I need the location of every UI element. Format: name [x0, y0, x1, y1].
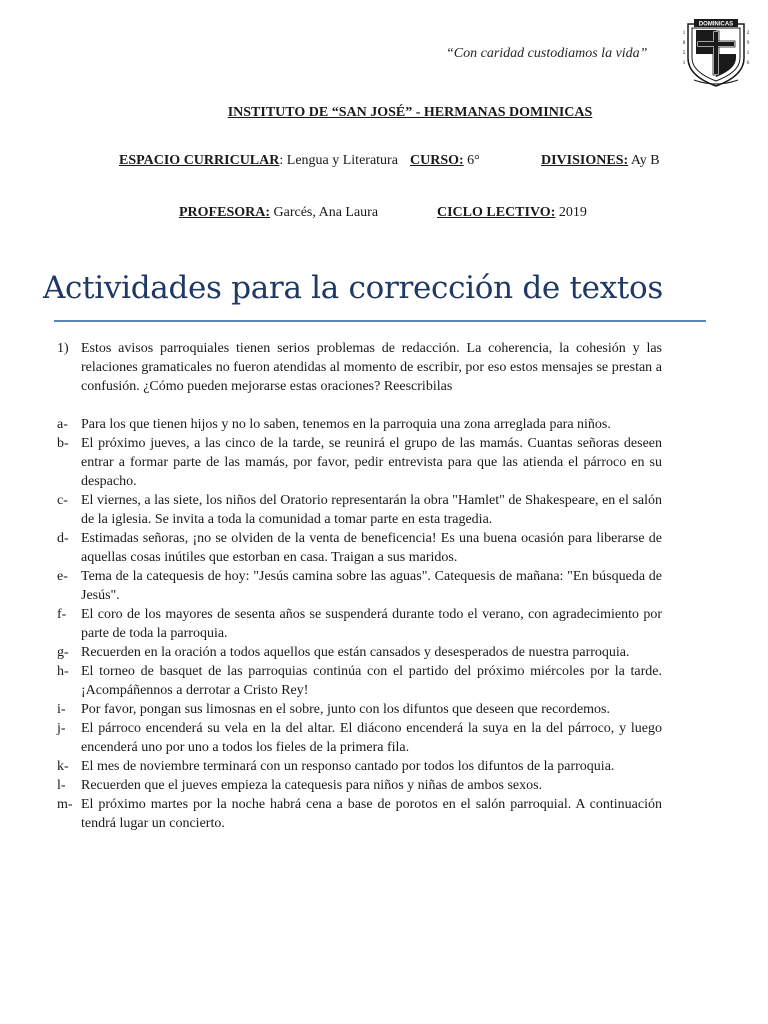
item-mark: k- — [57, 759, 69, 774]
svg-text:9: 9 — [746, 40, 750, 46]
item-mark: f- — [57, 607, 67, 622]
svg-text:1: 1 — [682, 30, 686, 36]
item-mark: d- — [57, 531, 69, 546]
question-1 — [57, 339, 662, 396]
institution-heading: INSTITUTO DE “SAN JOSÉ” - HERMANAS DOMINICAS — [227, 105, 593, 120]
item-mark: e- — [57, 569, 68, 584]
item-text: Recuerden en la oración a todos aquellos que están cansados y desesperados de nuestra parroquia. — [81, 645, 630, 660]
item-text: El torneo de basquet de las parroquias continúa con el partido del próximo miércoles por la tarde. ¡Acompáñennos a derrotar a Cristo Rey! — [81, 664, 662, 698]
list-item — [57, 700, 662, 719]
item-text: Estimadas señoras, ¡no se olviden de la venta de beneficencia! Es una buena ocasión para liberarse de aquellas cosas inútiles que estorban en casa. Traigan a sus maridos. — [81, 531, 662, 565]
espacio-value: : Lengua y Literatura — [279, 153, 398, 168]
item-text: El próximo martes por la noche habrá cena a base de porotos en el salón parroquial. A continuación tendrá lugar un concierto. — [81, 797, 662, 831]
item-mark: c- — [57, 493, 68, 508]
item-text: Tema de la catequesis de hoy: "Jesús camina sobre las aguas". Catequesis de mañana: "En búsqueda de Jesús". — [81, 569, 662, 603]
curso-label: CURSO: — [410, 153, 464, 168]
ciclo-label: CICLO LECTIVO: — [437, 205, 556, 220]
divisiones — [541, 153, 660, 169]
item-text: El próximo jueves, a las cinco de la tarde, se reunirá el grupo de las mamás. Cuantas señoras deseen entrar a formar parte de las mamás, por favor, pedir entrevista para que las atienda el párroco en su despacho. — [81, 436, 662, 489]
item-text: El mes de noviembre terminará con un responso cantado por todos los difuntos de la parroquia. — [81, 759, 615, 774]
espacio-curricular — [119, 153, 398, 169]
curso-value: 6° — [463, 153, 480, 168]
item-mark: j- — [57, 721, 66, 736]
profesora-label: PROFESORA: — [179, 205, 270, 220]
list-item — [57, 491, 662, 529]
profesora — [179, 205, 378, 221]
divisiones-label: DIVISIONES: — [541, 153, 629, 168]
question-text: Estos avisos parroquiales tienen serios problemas de redacción. La coherencia, la cohesión y las relaciones gramaticales no fueron atendidas al momento de escribir, por eso estos mensajes se prestan a confusión. ¿Cómo pueden mejorarse estas oraciones? Reescribilas — [81, 341, 662, 394]
item-text: El párroco encenderá su vela en la del altar. El diácono encenderá la suya en la del párroco, y luego encenderá uno por uno a todos los fieles de la primera fila. — [81, 721, 662, 755]
activities-body — [57, 339, 662, 833]
list-item — [57, 415, 662, 434]
item-mark: b- — [57, 436, 69, 451]
item-mark: g- — [57, 645, 69, 660]
ciclo-lectivo — [437, 205, 587, 221]
curso — [410, 153, 480, 169]
list-item — [57, 795, 662, 833]
svg-text:5: 5 — [682, 50, 686, 56]
ciclo-value: 2019 — [555, 205, 587, 220]
item-mark: a- — [57, 417, 68, 432]
item-mark: h- — [57, 664, 69, 679]
list-item — [57, 719, 662, 757]
page-title: Actividades para la corrección de textos — [42, 270, 664, 306]
svg-text:8: 8 — [682, 40, 686, 46]
list-item — [57, 434, 662, 491]
school-crest-logo — [680, 14, 752, 88]
list-item — [57, 662, 662, 700]
item-mark: m- — [57, 797, 73, 812]
item-text: Recuerden que el jueves empieza la catequesis para niños y niñas de ambos sexos. — [81, 778, 543, 793]
svg-text:2: 2 — [746, 30, 750, 36]
item-text: El coro de los mayores de sesenta años se suspenderá durante todo el verano, con agradecimiento por parte de toda la parroquia. — [81, 607, 662, 641]
list-item — [57, 643, 662, 662]
motto: “Con caridad custodiamos la vida” — [446, 46, 648, 61]
espacio-label: ESPACIO CURRICULAR — [119, 153, 280, 168]
title-underline-divider — [54, 320, 706, 322]
item-text: Por favor, pongan sus limosnas en el sobre, junto con los difuntos que deseen que recordemos. — [81, 702, 610, 717]
item-mark: l- — [57, 778, 66, 793]
list-item — [57, 567, 662, 605]
question-number: 1) — [57, 341, 69, 356]
list-item — [57, 776, 662, 795]
svg-text:1: 1 — [682, 60, 686, 66]
item-mark: i- — [57, 702, 66, 717]
item-text: El viernes, a las siete, los niños del Oratorio representarán la obra "Hamlet" de Shakespeare, en el salón de la iglesia. Se invita a toda la comunidad a tomar parte en esta tragedia. — [81, 493, 662, 527]
svg-text:DOMINICAS: DOMINICAS — [698, 21, 734, 28]
svg-text:6: 6 — [746, 60, 750, 66]
item-text: Para los que tienen hijos y no lo saben, tenemos en la parroquia una zona arreglada para niños. — [81, 417, 611, 432]
svg-text:1: 1 — [746, 50, 750, 56]
divisiones-value: Ay B — [628, 153, 660, 168]
list-item — [57, 529, 662, 567]
list-item — [57, 605, 662, 643]
profesora-value: Garcés, Ana Laura — [270, 205, 379, 220]
list-item — [57, 757, 662, 776]
